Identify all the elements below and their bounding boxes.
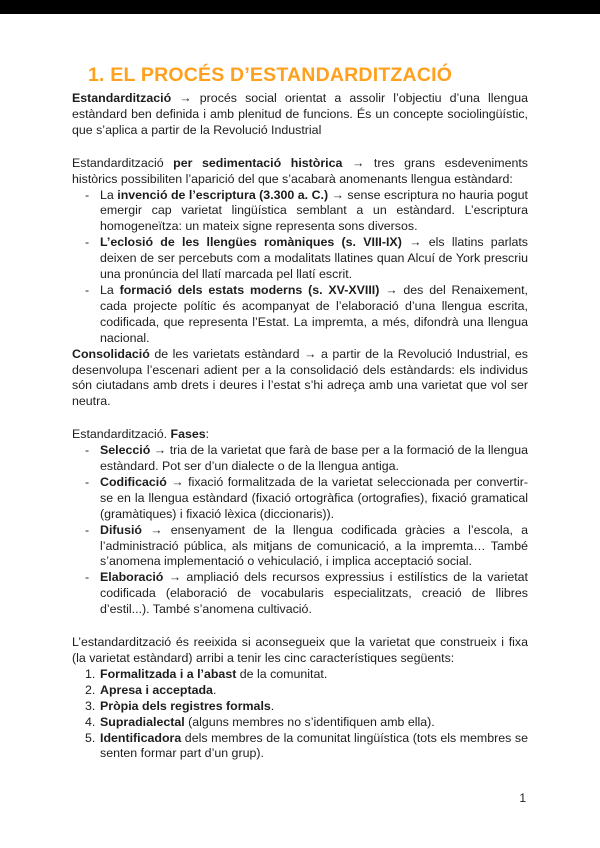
bold-text: Consolidació	[72, 346, 150, 361]
bold-text: Elaboració	[100, 570, 164, 585]
bold-text: Formalitzada i a l’abast	[100, 666, 237, 681]
phases-title-paragraph: Estandardització. Fases:	[72, 427, 210, 442]
phases-list	[72, 443, 528, 618]
list-item: - Difusió → ensenyament de la llengua codificada gràcies a l’escola, a l’administració pública, als mitjans de comunicació, a la impremta… També s’anomena implementació o vehiculació, i implica acceptació social.	[85, 522, 528, 569]
list-item: - La formació dels estats moderns (s. XV-XVIII) → des del Renaixement, cada projecte polític és acompanyat de l’elaboració d’una llengua escrita, codificada, que representa l’Estat. La impremta, a més, difondrà una llengua nacional.	[85, 282, 528, 345]
historic-events-list	[72, 188, 528, 347]
dash-marker: -	[85, 282, 90, 297]
bold-text: Supradialectal	[100, 714, 185, 729]
number-marker: 5.	[85, 730, 96, 745]
sedimentation-paragraph: Estandardització per sedimentació històrica → tres grans esdeveniments històrics possibiliten l’aparició del que s’acabarà anomenants llengua estàndard:	[72, 155, 528, 186]
list-item: 5. Identificadora dels membres de la comunitat lingüística (tots els membres se senten formar part d’un grup).	[85, 730, 528, 761]
success-paragraph: L’estandardització és reeixida si aconsegueix que la varietat que construeix i fixa (la varietat estàndard) arribi a tenir les cinc característiques següents:	[72, 635, 528, 665]
list-item: - Selecció → tria de la varietat que farà de base per a la formació de la llengua estàndard. Pot ser d’un dialecte o de la llengua antiga.	[85, 443, 528, 474]
bold-text: Codificació	[100, 474, 167, 489]
consolidation-paragraph: Consolidació de les varietats estàndard → a partir de la Revolució Industrial, es desenvolupa l’escenari adient per a la consolidació dels estàndards: els individus són ciutadans amb drets i deures i l’estat s’hi adreça amb una varietat que vol ser neutra.	[72, 346, 528, 409]
dash-marker: -	[85, 522, 90, 537]
bold-text: Selecció	[100, 443, 151, 458]
bold-text: Identificadora	[100, 730, 182, 745]
dash-marker: -	[85, 443, 90, 458]
list-item: - L’eclosió de les llengües romàniques (s. VIII-IX) → els llatins parlats deixen de ser percebuts com a modalitats llatines quan Alcuí de York prescriu una pronúncia del llatí marcada pel llatí escrit.	[85, 235, 528, 282]
bold-text: formació dels estats moderns (s. XV-XVIII)	[119, 282, 380, 297]
dash-marker: -	[85, 474, 90, 489]
list-item: - La invenció de l’escriptura (3.300 a. C.) → sense escriptura no hauria pogut emergir cap varietat lingüística semblant a un estàndard. L’escriptura homogeneïtza: un mateix signe representa sons diversos.	[85, 187, 528, 234]
bold-text: L’eclosió de les llengües romàniques (s. VIII-IX)	[100, 235, 402, 250]
page-number: 1	[519, 791, 526, 805]
section-heading: 1. EL PROCÉS D’ESTANDARDITZACIÓ	[88, 64, 453, 86]
bold-text: Estandardització	[72, 91, 172, 105]
bold-text: invenció de l’escriptura (3.300 a. C.)	[117, 187, 329, 202]
number-marker: 1.	[85, 666, 96, 681]
characteristics-list	[72, 667, 528, 762]
list-item: - Elaboració → ampliació dels recursos expressius i estilístics de la varietat codificada (elaboració de vocabularis especialitzats, creació de llibres d’estil...). També s’anomena cultivació.	[85, 570, 528, 617]
dash-marker: -	[85, 570, 90, 585]
intro-paragraph: Estandardització → procés social orientat a assolir l’objectiu d’una llengua estàndard ben definida i amb plenitud de funcions. És un concepte sociolingüístic, que s’aplica a partir de la Revolució Industrial	[72, 91, 528, 137]
number-marker: 4.	[85, 714, 96, 729]
bold-text: Difusió	[100, 522, 142, 537]
number-marker: 2.	[85, 682, 96, 697]
list-item: 1. Formalitzada i a l’abast de la comunitat.	[85, 666, 328, 681]
list-item: 2. Apresa i acceptada.	[85, 682, 217, 697]
bold-text: Pròpia dels registres formals	[100, 698, 271, 713]
number-marker: 3.	[85, 698, 96, 713]
dash-marker: -	[85, 235, 90, 250]
bold-text: Fases	[170, 427, 206, 442]
bold-text: Apresa i acceptada	[100, 682, 213, 697]
list-item: - Codificació → fixació formalitzada de la varietat seleccionada per convertir-se en la llengua estàndard (fixació ortogràfica (ortografies), fixació gramatical (gramàtiques) i fixació lèxica (diccionaris)).	[85, 474, 528, 521]
document-page	[0, 14, 600, 848]
top-bar	[0, 0, 600, 14]
dash-marker: -	[85, 187, 90, 202]
bold-text: per sedimentació històrica	[173, 155, 343, 170]
document-body	[72, 91, 528, 762]
list-item: 3. Pròpia dels registres formals.	[85, 698, 275, 713]
list-item: 4. Supradialectal (alguns membres no s’identifiquen amb ella).	[85, 714, 435, 729]
